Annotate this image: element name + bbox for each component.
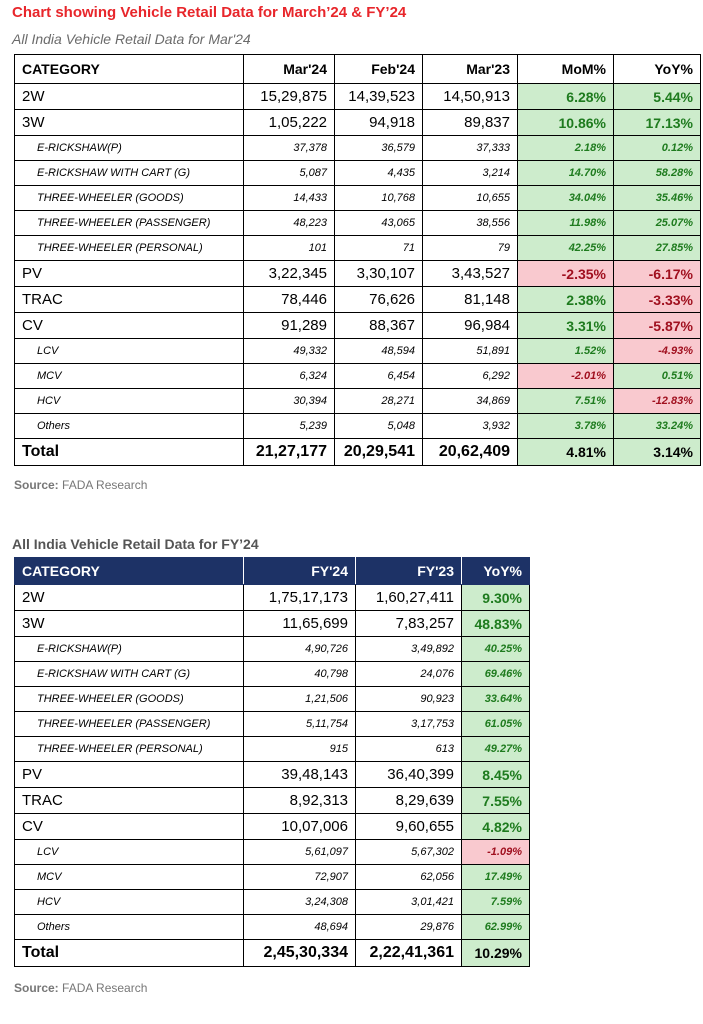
value-cell: 96,984 (423, 313, 518, 339)
table-row (15, 814, 530, 840)
category-cell: TRAC (15, 788, 244, 814)
value-cell: 89,837 (423, 110, 518, 136)
table-row (15, 687, 530, 712)
value-cell: 38,556 (423, 211, 518, 236)
table-row (15, 637, 530, 662)
total-row (15, 940, 530, 967)
value-cell: 1,60,27,411 (356, 585, 462, 611)
header-yoy: YoY% (462, 558, 530, 585)
table1-source (14, 478, 147, 492)
percent-change-cell: 48.83% (462, 611, 530, 637)
page-title: Chart showing Vehicle Retail Data for March’24 & FY’24 (12, 4, 407, 21)
percent-change-cell: 9.30% (462, 585, 530, 611)
table-row (15, 712, 530, 737)
category-cell: Total (15, 439, 244, 466)
percent-change-cell: 7.55% (462, 788, 530, 814)
value-cell: 14,433 (244, 186, 335, 211)
category-cell: Others (15, 915, 244, 940)
header-mar24: Mar'24 (244, 55, 335, 84)
value-cell: 28,271 (335, 389, 423, 414)
value-cell: 5,087 (244, 161, 335, 186)
value-cell: 37,333 (423, 136, 518, 161)
value-cell: 4,90,726 (244, 637, 356, 662)
category-cell: HCV (15, 389, 244, 414)
value-cell: 4,435 (335, 161, 423, 186)
category-cell: THREE-WHEELER (GOODS) (15, 687, 244, 712)
header-mom: MoM% (518, 55, 614, 84)
category-cell: THREE-WHEELER (PASSENGER) (15, 712, 244, 737)
table-row (15, 890, 530, 915)
category-cell: E-RICKSHAW WITH CART (G) (15, 161, 244, 186)
value-cell: 3,01,421 (356, 890, 462, 915)
source-label: Source: (14, 981, 59, 995)
percent-change-cell: -3.33% (614, 287, 701, 313)
category-cell: Others (15, 414, 244, 439)
value-cell: 48,694 (244, 915, 356, 940)
percent-change-cell: -1.09% (462, 840, 530, 865)
percent-change-cell: 0.12% (614, 136, 701, 161)
category-cell: E-RICKSHAW(P) (15, 136, 244, 161)
category-cell: THREE-WHEELER (PERSONAL) (15, 737, 244, 762)
value-cell: 3,43,527 (423, 261, 518, 287)
value-cell: 39,48,143 (244, 762, 356, 788)
value-cell: 48,223 (244, 211, 335, 236)
percent-change-cell: 3.31% (518, 313, 614, 339)
value-cell: 20,29,541 (335, 439, 423, 466)
value-cell: 5,048 (335, 414, 423, 439)
table1-subtitle: All India Vehicle Retail Data for Mar'24 (12, 31, 251, 47)
table-row (15, 339, 701, 364)
value-cell: 14,50,913 (423, 84, 518, 110)
value-cell: 34,869 (423, 389, 518, 414)
percent-change-cell: 5.44% (614, 84, 701, 110)
value-cell: 90,923 (356, 687, 462, 712)
percent-change-cell: -12.83% (614, 389, 701, 414)
table-row (15, 840, 530, 865)
value-cell: 2,22,41,361 (356, 940, 462, 967)
table-row (15, 287, 701, 313)
category-cell: MCV (15, 364, 244, 389)
header-feb24: Feb'24 (335, 55, 423, 84)
category-cell: CV (15, 814, 244, 840)
source-label: Source: (14, 478, 59, 492)
header-yoy: YoY% (614, 55, 701, 84)
value-cell: 5,239 (244, 414, 335, 439)
header-fy24: FY'24 (244, 558, 356, 585)
value-cell: 81,148 (423, 287, 518, 313)
percent-change-cell: 7.59% (462, 890, 530, 915)
total-row (15, 439, 701, 466)
table-row (15, 788, 530, 814)
value-cell: 48,594 (335, 339, 423, 364)
value-cell: 915 (244, 737, 356, 762)
table-row (15, 161, 701, 186)
value-cell: 8,92,313 (244, 788, 356, 814)
table-row (15, 414, 701, 439)
value-cell: 78,446 (244, 287, 335, 313)
table-row (15, 762, 530, 788)
category-cell: E-RICKSHAW WITH CART (G) (15, 662, 244, 687)
mar24-retail-table (14, 54, 701, 466)
source-text: FADA Research (58, 981, 148, 995)
value-cell: 88,367 (335, 313, 423, 339)
category-cell: TRAC (15, 287, 244, 313)
value-cell: 1,05,222 (244, 110, 335, 136)
category-cell: Total (15, 940, 244, 967)
percent-change-cell: 17.49% (462, 865, 530, 890)
header-mar23: Mar'23 (423, 55, 518, 84)
category-cell: LCV (15, 339, 244, 364)
value-cell: 9,60,655 (356, 814, 462, 840)
percent-change-cell: 1.52% (518, 339, 614, 364)
percent-change-cell: -5.87% (614, 313, 701, 339)
percent-change-cell: 33.24% (614, 414, 701, 439)
value-cell: 7,83,257 (356, 611, 462, 637)
value-cell: 49,332 (244, 339, 335, 364)
percent-change-cell: 61.05% (462, 712, 530, 737)
percent-change-cell: 62.99% (462, 915, 530, 940)
percent-change-cell: 2.18% (518, 136, 614, 161)
percent-change-cell: 40.25% (462, 637, 530, 662)
table-row (15, 261, 701, 287)
table-row (15, 364, 701, 389)
table2-subtitle: All India Vehicle Retail Data for FY’24 (12, 536, 259, 552)
percent-change-cell: -2.35% (518, 261, 614, 287)
table-header-row (15, 558, 530, 585)
value-cell: 14,39,523 (335, 84, 423, 110)
header-fy23: FY'23 (356, 558, 462, 585)
table-row (15, 313, 701, 339)
table-row (15, 737, 530, 762)
value-cell: 76,626 (335, 287, 423, 313)
value-cell: 5,61,097 (244, 840, 356, 865)
percent-change-cell: 6.28% (518, 84, 614, 110)
value-cell: 5,11,754 (244, 712, 356, 737)
percent-change-cell: 0.51% (614, 364, 701, 389)
value-cell: 10,07,006 (244, 814, 356, 840)
category-cell: LCV (15, 840, 244, 865)
value-cell: 101 (244, 236, 335, 261)
value-cell: 6,454 (335, 364, 423, 389)
value-cell: 40,798 (244, 662, 356, 687)
percent-change-cell: 35.46% (614, 186, 701, 211)
value-cell: 6,292 (423, 364, 518, 389)
value-cell: 5,67,302 (356, 840, 462, 865)
percent-change-cell: 33.64% (462, 687, 530, 712)
value-cell: 43,065 (335, 211, 423, 236)
value-cell: 11,65,699 (244, 611, 356, 637)
value-cell: 3,932 (423, 414, 518, 439)
value-cell: 1,21,506 (244, 687, 356, 712)
value-cell: 36,40,399 (356, 762, 462, 788)
value-cell: 3,22,345 (244, 261, 335, 287)
percent-change-cell: 3.14% (614, 439, 701, 466)
value-cell: 3,17,753 (356, 712, 462, 737)
table2-source (14, 981, 147, 995)
table-row (15, 585, 530, 611)
category-cell: THREE-WHEELER (PERSONAL) (15, 236, 244, 261)
percent-change-cell: 49.27% (462, 737, 530, 762)
value-cell: 24,076 (356, 662, 462, 687)
category-cell: THREE-WHEELER (GOODS) (15, 186, 244, 211)
category-cell: 2W (15, 84, 244, 110)
value-cell: 94,918 (335, 110, 423, 136)
value-cell: 10,655 (423, 186, 518, 211)
percent-change-cell: 4.81% (518, 439, 614, 466)
header-category: CATEGORY (15, 558, 244, 585)
value-cell: 3,24,308 (244, 890, 356, 915)
table-row (15, 389, 701, 414)
source-text: FADA Research (58, 478, 148, 492)
table-row (15, 662, 530, 687)
value-cell: 62,056 (356, 865, 462, 890)
table-row (15, 136, 701, 161)
percent-change-cell: -4.93% (614, 339, 701, 364)
table-row (15, 865, 530, 890)
value-cell: 21,27,177 (244, 439, 335, 466)
value-cell: 10,768 (335, 186, 423, 211)
table-row (15, 186, 701, 211)
value-cell: 91,289 (244, 313, 335, 339)
category-cell: THREE-WHEELER (PASSENGER) (15, 211, 244, 236)
category-cell: E-RICKSHAW(P) (15, 637, 244, 662)
value-cell: 613 (356, 737, 462, 762)
percent-change-cell: 4.82% (462, 814, 530, 840)
percent-change-cell: 10.86% (518, 110, 614, 136)
percent-change-cell: 34.04% (518, 186, 614, 211)
category-cell: 3W (15, 611, 244, 637)
percent-change-cell: 25.07% (614, 211, 701, 236)
value-cell: 51,891 (423, 339, 518, 364)
value-cell: 37,378 (244, 136, 335, 161)
percent-change-cell: 58.28% (614, 161, 701, 186)
percent-change-cell: 11.98% (518, 211, 614, 236)
category-cell: PV (15, 762, 244, 788)
category-cell: MCV (15, 865, 244, 890)
category-cell: 3W (15, 110, 244, 136)
value-cell: 3,30,107 (335, 261, 423, 287)
percent-change-cell: 3.78% (518, 414, 614, 439)
percent-change-cell: 7.51% (518, 389, 614, 414)
value-cell: 36,579 (335, 136, 423, 161)
value-cell: 29,876 (356, 915, 462, 940)
percent-change-cell: 8.45% (462, 762, 530, 788)
value-cell: 6,324 (244, 364, 335, 389)
table-row (15, 110, 701, 136)
table-row (15, 236, 701, 261)
value-cell: 30,394 (244, 389, 335, 414)
value-cell: 15,29,875 (244, 84, 335, 110)
category-cell: 2W (15, 585, 244, 611)
value-cell: 1,75,17,173 (244, 585, 356, 611)
percent-change-cell: 10.29% (462, 940, 530, 967)
table-row (15, 84, 701, 110)
fy24-retail-table (14, 557, 530, 967)
category-cell: HCV (15, 890, 244, 915)
value-cell: 72,907 (244, 865, 356, 890)
percent-change-cell: 42.25% (518, 236, 614, 261)
value-cell: 2,45,30,334 (244, 940, 356, 967)
percent-change-cell: 27.85% (614, 236, 701, 261)
value-cell: 8,29,639 (356, 788, 462, 814)
value-cell: 79 (423, 236, 518, 261)
table-header-row (15, 55, 701, 84)
value-cell: 20,62,409 (423, 439, 518, 466)
value-cell: 71 (335, 236, 423, 261)
table-row (15, 211, 701, 236)
category-cell: CV (15, 313, 244, 339)
percent-change-cell: 2.38% (518, 287, 614, 313)
value-cell: 3,49,892 (356, 637, 462, 662)
category-cell: PV (15, 261, 244, 287)
percent-change-cell: 14.70% (518, 161, 614, 186)
percent-change-cell: -2.01% (518, 364, 614, 389)
value-cell: 3,214 (423, 161, 518, 186)
table-row (15, 915, 530, 940)
percent-change-cell: -6.17% (614, 261, 701, 287)
percent-change-cell: 17.13% (614, 110, 701, 136)
header-category: CATEGORY (15, 55, 244, 84)
percent-change-cell: 69.46% (462, 662, 530, 687)
table-row (15, 611, 530, 637)
